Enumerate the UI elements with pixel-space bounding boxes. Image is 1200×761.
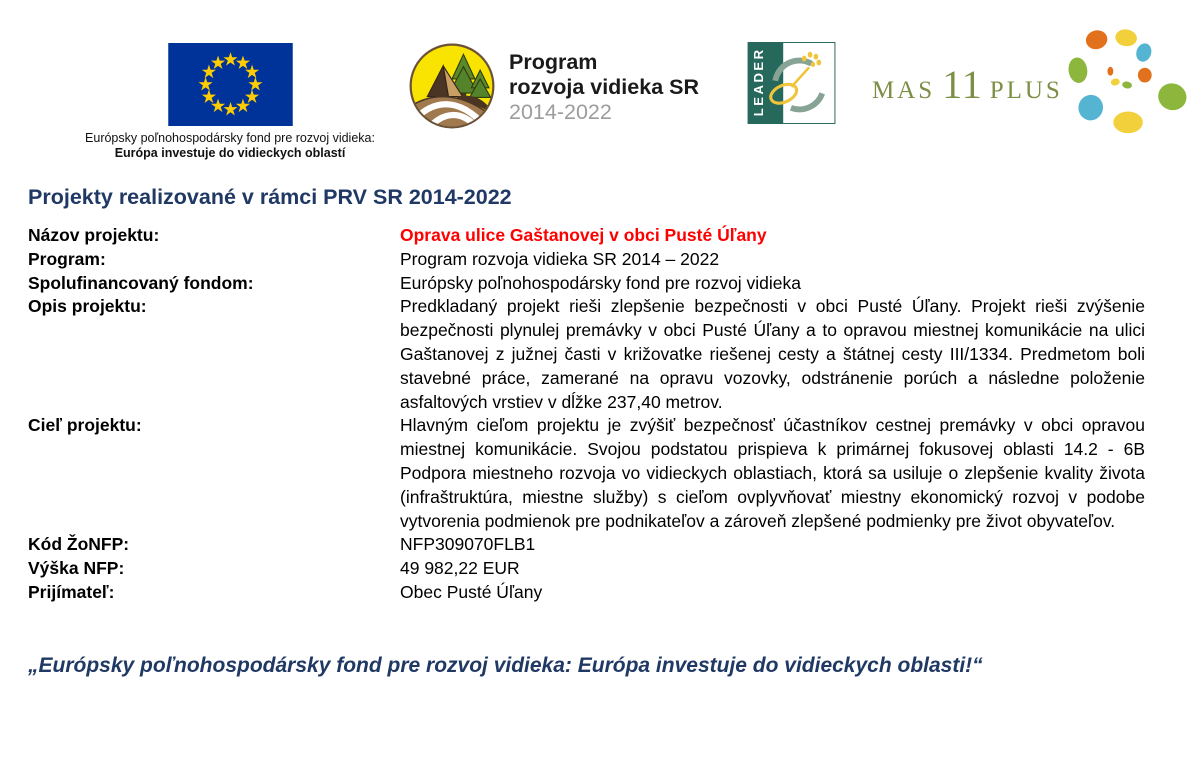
- eu-flag-logo: [75, 43, 385, 161]
- field-value-fond: Európsky poľnohospodársky fond pre rozvoj vidieka: [400, 272, 802, 293]
- mas-word: MAS: [872, 76, 936, 104]
- mas-11-plus-logo: [872, 25, 1200, 143]
- leader-label: LEADER: [751, 47, 767, 117]
- field-label-kod: Kód ŽoNFP:: [28, 534, 130, 555]
- prv-text-line2: rozvoja vidieka SR: [509, 75, 699, 99]
- field-value-nazov: Oprava ulice Gaštanovej v obci Pusté Úľany: [400, 225, 767, 245]
- field-value-program: Program rozvoja vidieka SR 2014 – 2022: [400, 248, 720, 269]
- field-label-nazov: Názov projektu:: [28, 225, 160, 245]
- field-label-program: Program:: [28, 248, 106, 269]
- field-value-kod: NFP309070FLB1: [400, 534, 536, 555]
- field-label-opis: Opis projektu:: [28, 296, 147, 317]
- document-body: [28, 184, 1145, 679]
- leader-icon: [747, 42, 836, 124]
- field-label-ciel: Cieľ projektu:: [28, 415, 142, 436]
- mas-number: 11: [942, 61, 983, 107]
- field-label-prijimatel: Prijímateľ:: [28, 581, 115, 602]
- eu-flag-icon: [168, 43, 293, 126]
- field-value-vyska: 49 982,22 EUR: [400, 558, 520, 579]
- prv-text-year: 2014-2022: [509, 100, 612, 124]
- prv-logo: [408, 42, 699, 130]
- prv-text-line1: Program: [509, 50, 598, 74]
- mas-dots-spiral-icon: [1063, 25, 1200, 143]
- eu-caption-line1: Európsky poľnohospodársky fond pre rozvoj vidieka:: [85, 131, 375, 145]
- mas-logo-text: [872, 61, 1063, 108]
- project-fields-table: [28, 224, 1145, 605]
- footer-quote: „Európsky poľnohospodársky fond pre rozvoj vidieka: Európa investuje do vidieckych oblasti!“: [28, 653, 983, 677]
- leader-logo: [747, 42, 836, 129]
- prv-logo-text: [509, 50, 699, 130]
- page-title: Projekty realizované v rámci PRV SR 2014-2022: [28, 185, 512, 209]
- prv-landscape-icon: [408, 42, 496, 130]
- field-label-vyska: Výška NFP:: [28, 558, 125, 579]
- mas-plus-word: PLUS: [989, 76, 1063, 104]
- field-value-prijimatel: Obec Pusté Úľany: [400, 581, 543, 602]
- eu-caption-line2: Európa investuje do vidieckych oblastí: [114, 146, 346, 160]
- field-value-ciel: Hlavným cieľom projektu je zvýšiť bezpečnosť účastníkov cestnej premávky v obci opravou miestnej komunikácie. Svojou podstatou prispieva k primárnej fokusovej oblasti 14.2 - 6B Podpora miestneho rozvoja vo vidieckych oblastiach, ktorá sa usiluje o zlepšenie kvality života (infraštruktúra, miestne služby) s cieľom ovplyvňovať miestny ekonomický rozvoj v podobe vytvorenia podmienok pre podnikateľov a zároveň zlepšené podmienky pre život obyvateľov.: [400, 415, 1145, 531]
- field-label-fond: Spolufinancovaný fondom:: [28, 272, 254, 293]
- field-value-opis: Predkladaný projekt rieši zlepšenie bezpečnosti v obci Pusté Úľany. Projekt rieši zvýšenie bezpečnosti plynulej premávky v obci Pusté Úľany a to opravou miestnej komunikácie na ulici Gaštanovej z južnej časti v križovatke riešenej cesty a štátnej cesty III/1334. Predmetom boli stavebné práce, zamerané na opravu vozovky, odstránenie porúch a následne položenie asfaltových vrstiev v dĺžke 237,40 metrov.: [400, 296, 1145, 412]
